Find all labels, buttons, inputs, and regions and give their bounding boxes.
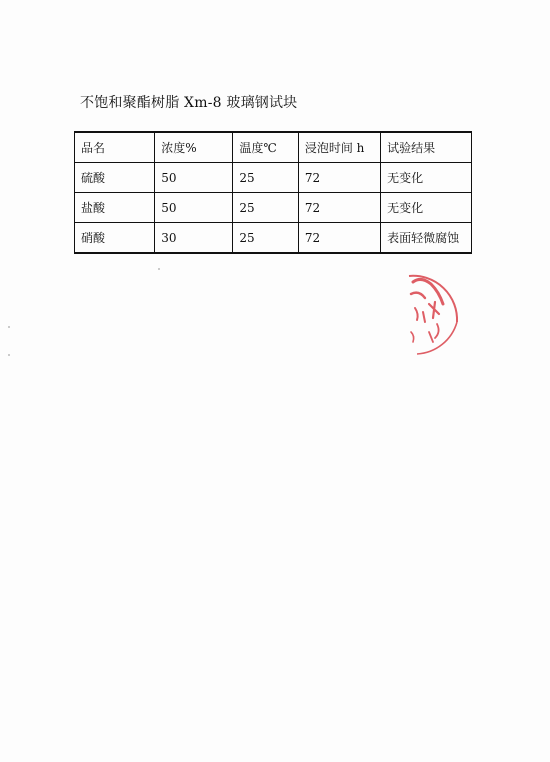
cell-concentration: 50 bbox=[155, 163, 233, 193]
header-product-name: 品名 bbox=[75, 132, 155, 163]
table-row bbox=[75, 163, 472, 193]
corrosion-test-table bbox=[74, 131, 472, 254]
header-temperature: 温度℃ bbox=[233, 132, 298, 163]
cell-concentration: 50 bbox=[155, 193, 233, 223]
header-soak-time: 浸泡时间 h bbox=[298, 132, 380, 163]
table-row bbox=[75, 223, 472, 254]
red-seal-stamp bbox=[395, 262, 461, 358]
cell-soak-time: 72 bbox=[298, 163, 380, 193]
table-row bbox=[75, 193, 472, 223]
cell-test-result: 无变化 bbox=[381, 163, 472, 193]
header-test-result: 试验结果 bbox=[381, 132, 472, 163]
cell-soak-time: 72 bbox=[298, 223, 380, 254]
cell-product-name: 硝酸 bbox=[75, 223, 155, 254]
scan-speck bbox=[8, 326, 10, 328]
table-header-row bbox=[75, 132, 472, 163]
cell-concentration: 30 bbox=[155, 223, 233, 254]
header-concentration: 浓度% bbox=[155, 132, 233, 163]
page-title: 不饱和聚酯树脂 Xm-8 玻璃钢试块 bbox=[80, 95, 298, 111]
cell-test-result: 表面轻微腐蚀 bbox=[381, 223, 472, 254]
cell-temperature: 25 bbox=[233, 223, 298, 254]
cell-test-result: 无变化 bbox=[381, 193, 472, 223]
cell-temperature: 25 bbox=[233, 193, 298, 223]
cell-temperature: 25 bbox=[233, 163, 298, 193]
cell-product-name: 硫酸 bbox=[75, 163, 155, 193]
scan-speck bbox=[158, 268, 160, 270]
scan-speck bbox=[8, 354, 10, 356]
cell-product-name: 盐酸 bbox=[75, 193, 155, 223]
cell-soak-time: 72 bbox=[298, 193, 380, 223]
